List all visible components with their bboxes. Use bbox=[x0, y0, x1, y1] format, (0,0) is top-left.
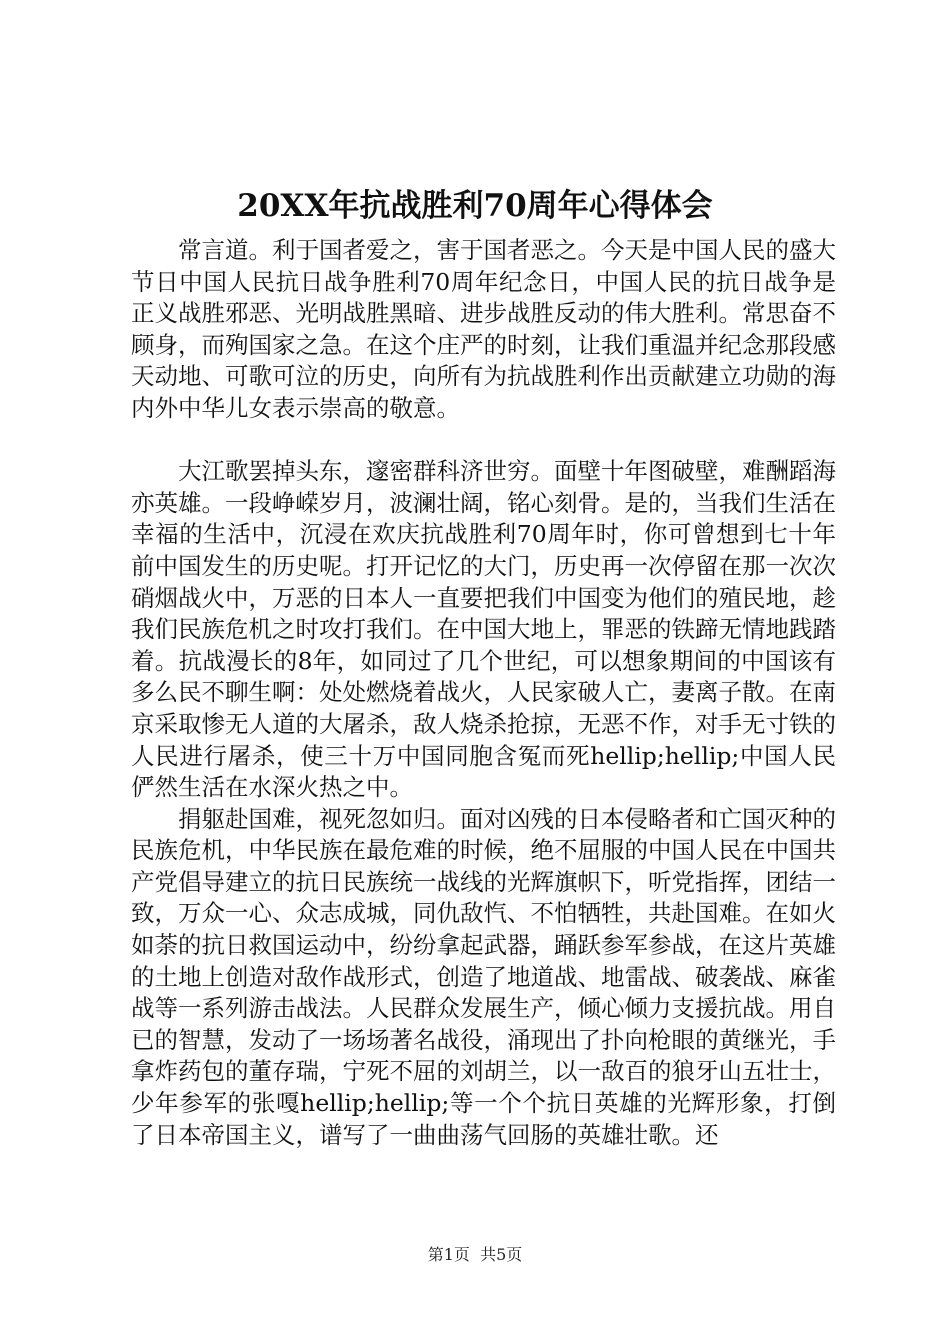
page-total: 共5页 bbox=[480, 1245, 523, 1264]
document-title: 20XX年抗战胜利70周年心得体会 bbox=[237, 188, 713, 224]
paragraph-3: 捐躯赴国难，视死忽如归。面对凶残的日本侵略者和亡国灭种的民族危机，中华民族在最危难的时候，绝不屈服的中国人民在中国共产党倡导建立的抗日民族统一战线的光辉旗帜下，听党指挥，团结一致，万众一心、众志成城，同仇敌忾、不怕牺牲，共赴国难。在如火如荼的抗日救国运动中，纷纷拿起武器，踊跃参军参战，在这片英雄的土地上创造对敌作战形式，创造了地道战、地雷战、破袭战、麻雀战等一系列游击战法。人民群众发展生产，倾心倾力支援抗战。用自已的智慧，发动了一场场著名战役，涌现出了扑向枪眼的黄继光，手拿炸药包的董存瑞，宁死不屈的刘胡兰，以一敌百的狼牙山五壮士，少年参军的张嘎hellip;hellip;等一个个抗日英雄的光辉形象，打倒了日本帝国主义，谱写了一曲曲荡气回肠的英雄壮歌。还 bbox=[131, 804, 836, 1149]
paragraph-spacer bbox=[131, 425, 836, 457]
paragraph-2: 大江歌罢掉头东，邃密群科济世穷。面壁十年图破壁，难酬蹈海亦英雄。一段峥嵘岁月，波澜壮阔，铭心刻骨。是的，当我们生活在幸福的生活中，沉浸在欢庆抗战胜利70周年时，你可曾想到七十年前中国发生的历史呢。打开记忆的大门，历史再一次停留在那一次次硝烟战火中，万恶的日本人一直要把我们中国变为他们的殖民地，趁我们民族危机之时攻打我们。在中国大地上，罪恶的铁蹄无情地践踏着。抗战漫长的8年，如同过了几个世纪，可以想象期间的中国该有多么民不聊生啊：处处燃烧着战火，人民家破人亡，妻离子散。在南京采取惨无人道的大屠杀，敌人烧杀抢掠，无恶不作，对手无寸铁的人民进行屠杀，使三十万中国同胞含冤而死hellip;hellip;中国人民俨然生活在水深火热之中。 bbox=[131, 457, 836, 802]
page-number: 第1页 bbox=[427, 1245, 470, 1264]
paragraph-1: 常言道。利于国者爱之，害于国者恶之。今天是中国人民的盛大节日中国人民抗日战争胜利70周年纪念日，中国人民的抗日战争是正义战胜邪恶、光明战胜黑暗、进步战胜反动的伟大胜利。常思奋不顾身，而殉国家之急。在这个庄严的时刻，让我们重温并纪念那段感天动地、可歌可泣的历史，向所有为抗战胜利作出贡献建立功勋的海内外中华儿女表示崇高的敬意。 bbox=[131, 236, 836, 422]
page-footer bbox=[0, 1245, 950, 1265]
document-body bbox=[131, 235, 836, 1151]
